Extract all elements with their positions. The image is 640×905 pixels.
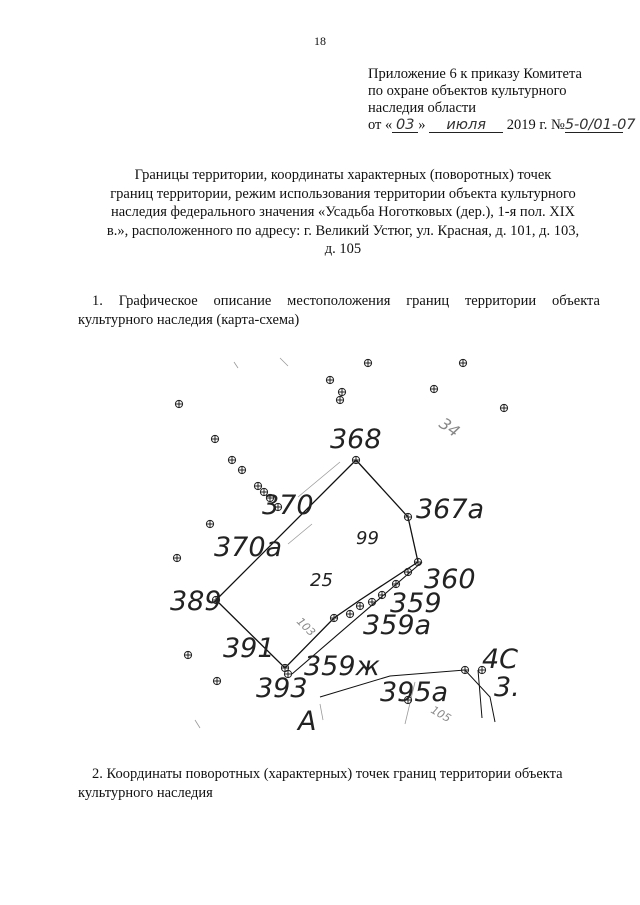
label-a: А: [298, 706, 317, 732]
appendix-line-1: Приложение 6 к приказу Комитета: [368, 66, 582, 82]
label-367a: 367а: [416, 494, 485, 525]
label-359a: 359а: [363, 610, 432, 641]
label-391: 391: [223, 633, 275, 664]
section-2-title: 2. Координаты поворотных (характерных) точек границ территории объекта: [92, 766, 563, 782]
label-105: 105: [428, 703, 454, 726]
document-heading: [78, 166, 608, 259]
appendix-line-3: наследия области: [368, 100, 477, 116]
label-3: 3.: [494, 672, 520, 703]
label-359: 359: [390, 588, 442, 619]
label-360: 360: [424, 564, 476, 595]
appendix-line-2: по охране объектов культурного: [368, 83, 567, 99]
street-line-2: [478, 670, 482, 718]
appendix-block: [368, 66, 636, 134]
label-370a: 370а: [214, 532, 283, 563]
date-month: июля: [429, 118, 503, 133]
order-number: 5-0/01-07: [564, 117, 636, 133]
section-1-title: 1. Графическое описание местоположения границ территории объекта: [92, 293, 600, 309]
label-395a: 395а: [380, 677, 449, 708]
label-4: 4С: [482, 644, 519, 675]
date-day: 03: [392, 118, 418, 133]
heading-line-2: границ территории, режим использования территории объекта культурного: [110, 185, 576, 202]
date-prefix: от «: [368, 117, 393, 133]
page-number: 18: [314, 34, 326, 48]
date-day-close: »: [418, 117, 426, 133]
date-year: 2019 г. №: [506, 117, 565, 133]
label-103: 103: [293, 614, 318, 639]
appendix-date-line: [368, 117, 636, 134]
label-359zh: 359ж: [304, 651, 380, 682]
section-2-title-cont: культурного наследия: [78, 785, 213, 801]
label-99: 99: [356, 528, 379, 549]
label-389: 389: [170, 586, 222, 617]
label-25: 25: [310, 570, 333, 591]
label-393: 393: [256, 673, 308, 704]
heading-line-3: наследия федерального значения «Усадьба Ноготковых (дер.), 1-я пол. XIX: [110, 204, 576, 220]
boundary-map: [160, 352, 520, 732]
section-1-title-cont: культурного наследия (карта-схема): [78, 312, 300, 328]
heading-line-5: д. 105: [324, 241, 362, 257]
label-370: 370: [262, 490, 314, 521]
heading-line-4: в.», расположенного по адресу: г. Великий Устюг, ул. Красная, д. 101, д. 103,: [106, 222, 580, 239]
label-368: 368: [330, 424, 382, 455]
heading-line-1: Границы территории, координаты характерных (поворотных) точек: [134, 167, 552, 183]
label-34: 34: [435, 413, 464, 441]
